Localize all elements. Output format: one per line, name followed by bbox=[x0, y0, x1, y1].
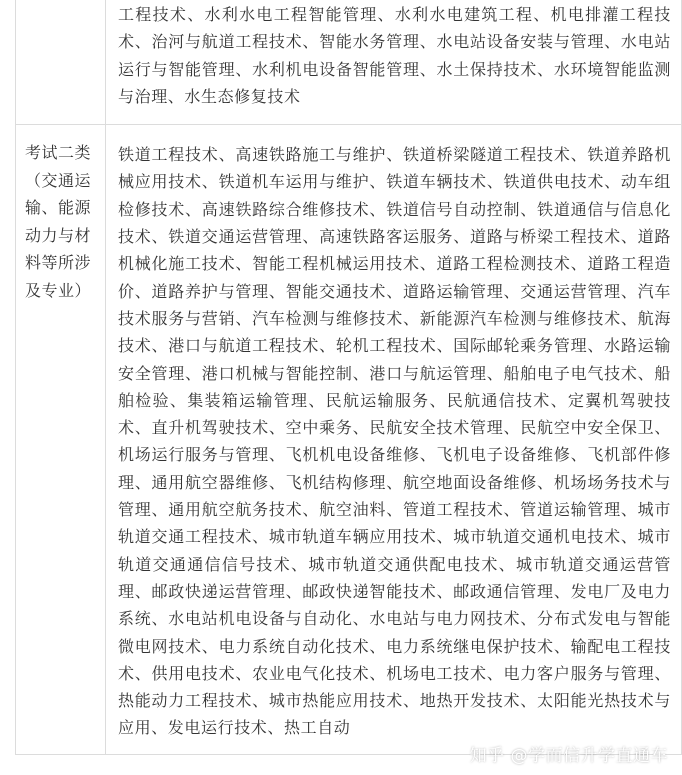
category-cell: 考试二类（交通运输、能源动力与材料等所涉及专业） bbox=[16, 125, 106, 754]
majors-table bbox=[15, 0, 682, 755]
category-cell bbox=[16, 0, 106, 124]
table-row bbox=[15, 0, 682, 125]
majors-cell: 工程技术、水利水电工程智能管理、水利水电建筑工程、机电排灌工程技术、治河与航道工程技术、智能水务管理、水电站设备安装与管理、水电站运行与智能管理、水利机电设备智能管理、水土保持技术、水环境智能监测与治理、水生态修复技术 bbox=[118, 5, 671, 106]
majors-cell: 铁道工程技术、高速铁路施工与维护、铁道桥梁隧道工程技术、铁道养路机械应用技术、铁道机车运用与维护、铁道车辆技术、铁道供电技术、动车组检修技术、高速铁路综合维修技术、铁道信号自动控制、铁道通信与信息化技术、铁道交通运营管理、高速铁路客运服务、道路与桥梁工程技术、道路机械化施工技术、智能工程机械运用技术、道路工程检测技术、道路工程造价、道路养护与管理、智能交通技术、道路运输管理、交通运营管理、汽车技术服务与营销、汽车检测与维修技术、新能源汽车检测与维修技术、航海技术、港口与航道工程技术、轮机工程技术、国际邮轮乘务管理、水路运输安全管理、港口机械与智能控制、港口与航运管理、船舶电子电气技术、船舶检验、集装箱运输管理、民航运输服务、民航通信技术、定翼机驾驶技术、直升机驾驶技术、空中乘务、民航安全技术管理、民航空中安全保卫、机场运行服务与管理、飞机机电设备维修、飞机电子设备维修、飞机部件修理、通用航空器维修、飞机结构修理、航空地面设备维修、机场场务技术与管理、通用航空航务技术、航空油料、管道工程技术、管道运输管理、城市轨道交通工程技术、城市轨道车辆应用技术、城市轨道交通机电技术、城市轨道交通通信信号技术、城市轨道交通供配电技术、城市轨道交通运营管理、邮政快递运营管理、邮政快递智能技术、邮政通信管理、发电厂及电力系统、水电站机电设备与自动化、水电站与电力网技术、分布式发电与智能微电网技术、电力系统自动化技术、电力系统继电保护技术、输配电工程技术、供用电技术、农业电气化技术、机场电工技术、电力客户服务与管理、热能动力工程技术、城市热能应用技术、地热开发技术、太阳能光热技术与应用、发电运行技术、热工自动 bbox=[118, 145, 671, 738]
watermark: 知乎 @学而信升学直通车 bbox=[469, 746, 668, 766]
table-row bbox=[15, 125, 682, 755]
